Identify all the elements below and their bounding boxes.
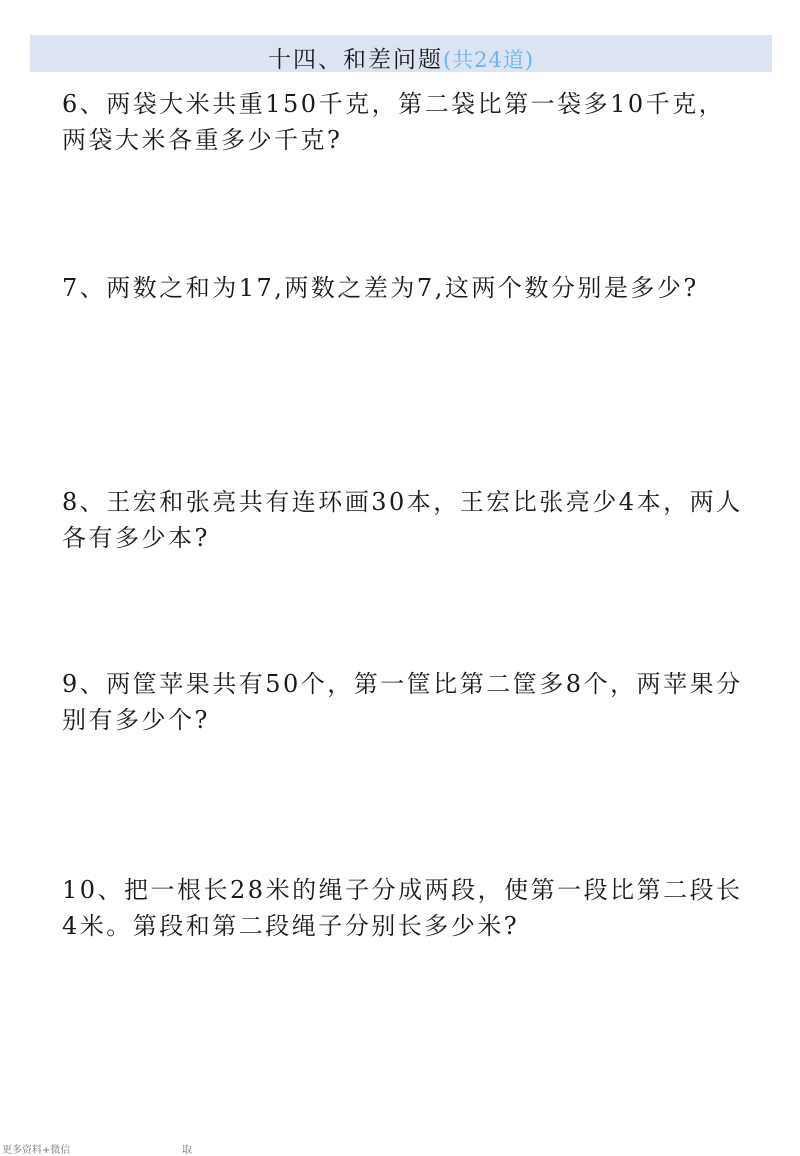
problem-6 — [62, 86, 762, 158]
problem-10-line-1: 10、把一根长28米的绳子分成两段，使第一段比第二段长 — [62, 876, 743, 904]
problem-8-line-1: 8、王宏和张亮共有连环画30本，王宏比张亮少4本，两人 — [62, 488, 743, 516]
problem-10 — [62, 872, 762, 944]
problem-9-line-1: 9、两筐苹果共有50个，第一筐比第二筐多8个，两苹果分 — [62, 670, 743, 698]
problem-6-line-2: 两袋大米各重多少千克? — [62, 126, 343, 154]
problem-9 — [62, 666, 762, 738]
problem-7-line-1: 7、两数之和为17,两数之差为7,这两个数分别是多少? — [62, 274, 699, 302]
question-count: (共24道) — [442, 48, 535, 72]
problem-7 — [62, 270, 762, 306]
page-title: 十四、和差问题 — [267, 47, 443, 72]
problem-6-line-1: 6、两袋大米共重150千克，第二袋比第一袋多10千克， — [62, 90, 726, 118]
header-band — [30, 35, 772, 72]
problem-8 — [62, 484, 762, 556]
footer-watermark-right: 取 — [182, 1145, 192, 1156]
problem-8-line-2: 各有多少本? — [62, 524, 210, 552]
footer-watermark: 更多资料+微信 — [2, 1145, 71, 1156]
problem-10-line-2: 4米。第段和第二段绳子分别长多少米? — [62, 912, 520, 940]
problem-9-line-2: 别有多少个? — [62, 706, 210, 734]
